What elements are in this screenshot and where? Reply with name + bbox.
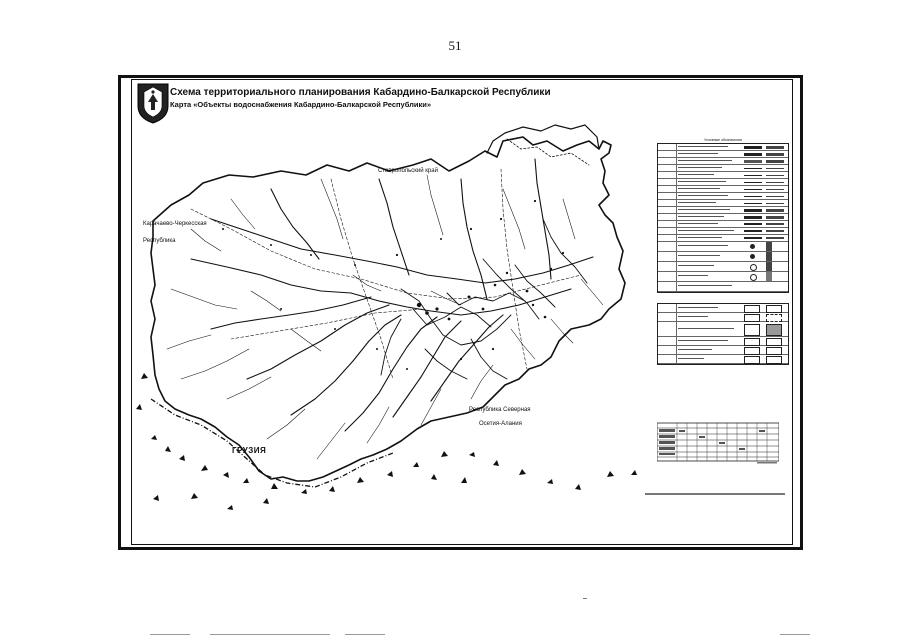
statistics-table (657, 420, 779, 464)
label-north-ossetia-line1: Республика Северная (469, 407, 531, 413)
map-subtitle: Карта «Объекты водоснабжения Кабардино-Балкарской Республики» (170, 100, 432, 109)
map-legend (657, 138, 789, 365)
legend-header: Условные обозначения (704, 138, 742, 142)
label-georgia: ГРУЗИЯ (232, 446, 267, 455)
bottom-rule-1 (150, 634, 190, 635)
label-stavropol: Ставропольский край (378, 168, 438, 174)
label-karachay-cherkessia-line2: Республика (143, 238, 176, 244)
map-footer-note (645, 493, 785, 495)
scan-mark (583, 598, 587, 599)
legend-table-2 (657, 303, 789, 365)
republic-boundary (151, 137, 625, 481)
ne-territory (487, 125, 599, 153)
page-number: 51 (448, 38, 462, 53)
bottom-rule-4 (780, 634, 810, 635)
label-karachay-cherkessia-line1: Карачаево-Черкесская (143, 221, 207, 227)
legend-table-1 (657, 143, 789, 293)
label-north-ossetia-line2: Осетия-Алания (479, 421, 522, 427)
bottom-rule-2 (210, 634, 330, 635)
bottom-rule-3 (345, 634, 385, 635)
map-title: Схема территориального планирования Кабардино-Балкарской Республики (170, 87, 551, 98)
